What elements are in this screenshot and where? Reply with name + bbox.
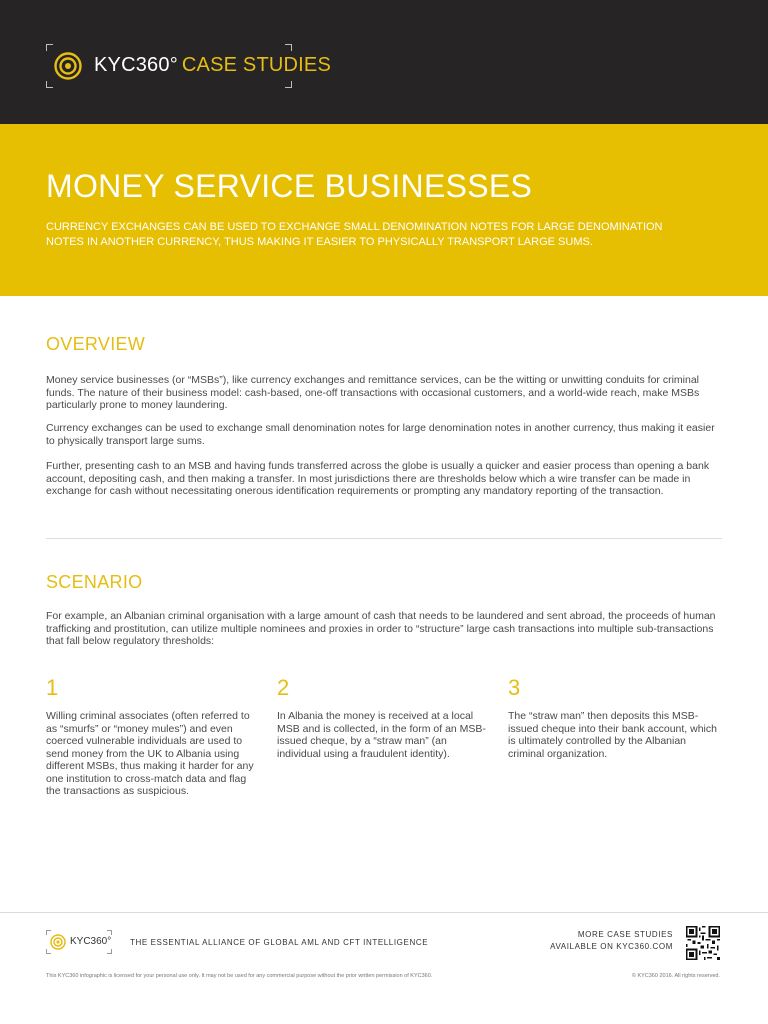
scenario-step: [508, 676, 718, 760]
section-divider: [46, 538, 722, 539]
overview-paragraph: Further, presenting cash to an MSB and having funds transferred across the globe is usually a quicker and easier process than opening a bank account, depositing cash, and then making a transfer. In most jurisdictions there are thresholds below which a wire transfer can be made in exchange for cash without necessitating onerous identification requirements or prompting any mandatory reporting of the transaction.: [46, 460, 710, 497]
brand-wordmark: [94, 54, 331, 77]
step-text: Willing criminal associates (often referred to as “smurfs” or “money mules”) and even coerced vulnerable individuals are used to send money from the UK to Albania using different MSBs, thus making it harder for any one institution to cross-match data and flag the transactions as suspicious.: [46, 710, 254, 797]
brand-logo[interactable]: [46, 44, 331, 88]
license-notice: This KYC360 infographic is licensed for your personal use only. It may not be used for any commercial purpose without the prior written permission of KYC360.: [46, 973, 433, 979]
copyright: © KYC360 2016. All rights reserved.: [631, 973, 720, 979]
frame-corner: [107, 930, 112, 935]
more-line: MORE CASE STUDIES: [577, 930, 673, 939]
top-bar: [0, 0, 768, 124]
step-text: In Albania the money is received at a local MSB and is collected, in the form of an MSB-issued cheque, by a “straw man” (an individual using a fraudulent identity).: [277, 710, 486, 760]
hero-banner: [0, 124, 768, 296]
more-case-studies-link[interactable]: [550, 929, 673, 953]
step-number: 3: [508, 675, 521, 700]
step-number: 2: [277, 675, 290, 700]
page-subtitle: CURRENCY EXCHANGES CAN BE USED TO EXCHANGE SMALL DENOMINATION NOTES FOR LARGE DENOMINATION NOTES IN ANOTHER CURRENCY, THUS MAKING IT EASIER TO PHYSICALLY TRANSPORT LARGE SUMS.: [46, 221, 663, 248]
scenario-step: [46, 676, 256, 798]
frame-corner: [107, 949, 112, 954]
qr-code-icon[interactable]: [686, 926, 720, 960]
target-circles-icon: [54, 52, 82, 80]
brand-tagline: CASE STUDIES: [181, 54, 331, 76]
frame-corner: [46, 44, 53, 51]
footer-tagline: THE ESSENTIAL ALLIANCE OF GLOBAL AML AND CFT INTELLIGENCE: [130, 938, 429, 947]
overview-paragraph: Money service businesses (or “MSBs”), like currency exchanges and remittance services, can be the witting or unwitting conduits for criminal funds. The nature of their business model: cash-based, one-off transactions with occasional customers, and a world-wide reach, make MSBs particularly prone to money laundering.: [46, 374, 700, 411]
frame-corner: [285, 81, 292, 88]
more-line: AVAILABLE ON KYC360.COM: [550, 942, 673, 951]
page-title: MONEY SERVICE BUSINESSES: [46, 168, 533, 204]
scenario-intro: For example, an Albanian criminal organisation with a large amount of cash that needs to be laundered and sent abroad, the proceeds of human trafficking and prostitution, can utilize multiple nominees and proxies in order to “structure” large cash transactions into multiple sub-transactions that fall below regulatory thresholds:: [46, 610, 716, 647]
target-circles-icon: [50, 934, 66, 950]
overview-paragraph: Currency exchanges can be used to exchange small denomination notes for large denomination notes in another currency, thus making it easier to physically transport large sums.: [46, 422, 715, 447]
step-text: The “straw man” then deposits this MSB-issued cheque into their bank account, which is ultimately controlled by the Albanian criminal organization.: [508, 710, 717, 760]
footer-logo-text: KYC360°: [70, 936, 112, 947]
frame-corner: [285, 44, 292, 51]
footer-divider: [0, 912, 768, 913]
brand-name: KYC360°: [94, 54, 178, 76]
overview-heading: OVERVIEW: [46, 334, 146, 354]
scenario-step: [277, 676, 487, 760]
frame-corner: [46, 81, 53, 88]
step-number: 1: [46, 675, 59, 700]
scenario-heading: SCENARIO: [46, 572, 143, 592]
footer-logo[interactable]: [46, 930, 112, 954]
